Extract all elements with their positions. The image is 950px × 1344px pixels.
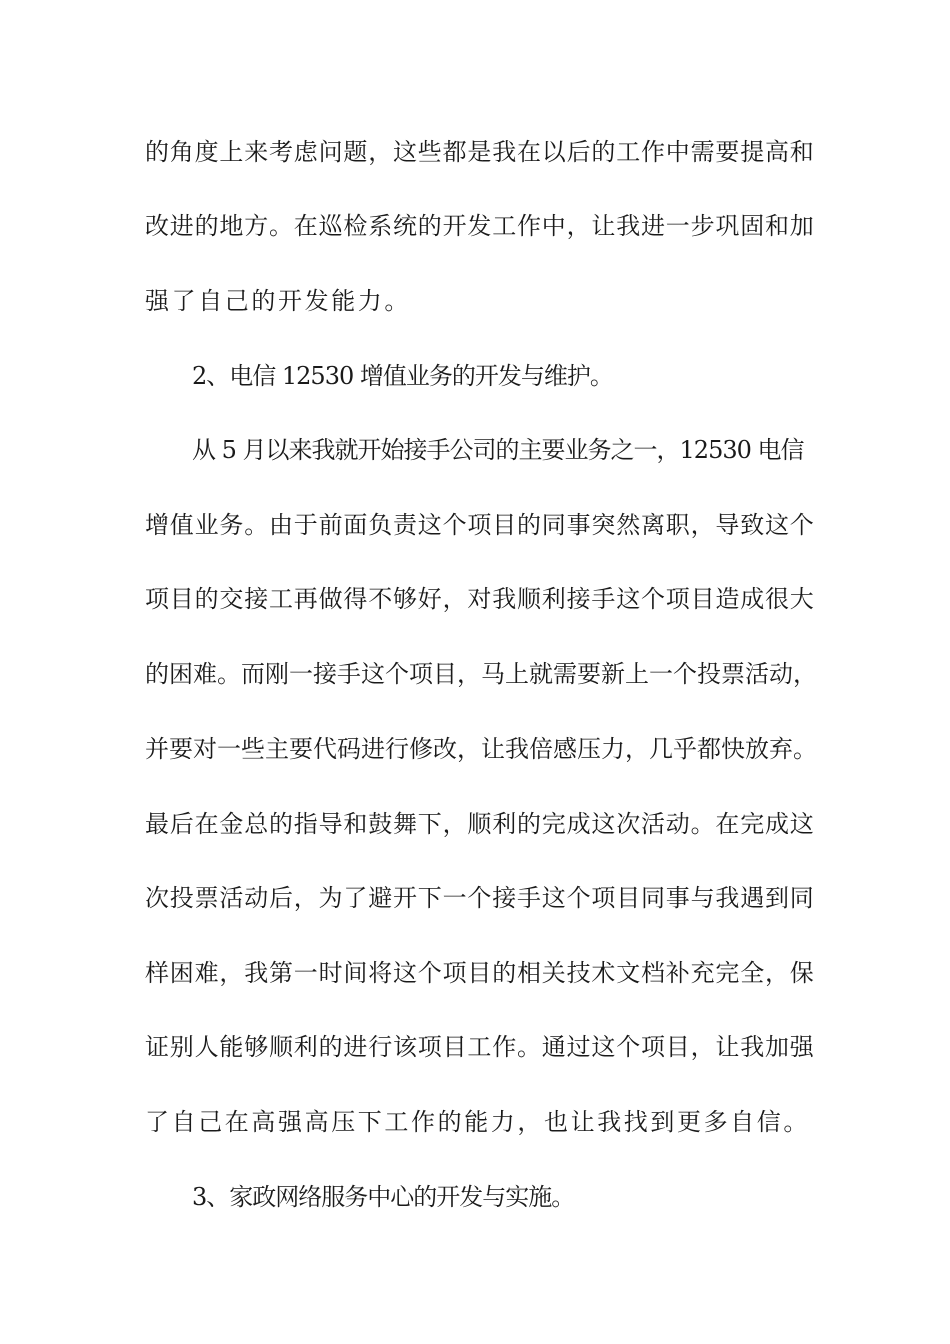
paragraph-line: 项目的交接工再做得不够好，对我顺利接手这个项目造成很大	[145, 585, 815, 613]
paragraph-line: 的角度上来考虑问题，这些都是我在以后的工作中需要提高和	[145, 138, 815, 166]
section-heading: 2、电信 12530 增值业务的开发与维护。	[192, 362, 613, 390]
paragraph-line: 强了自己的开发能力。	[145, 287, 411, 315]
section-heading: 3、家政网络服务中心的开发与实施。	[192, 1183, 575, 1211]
paragraph-line: 增值业务。由于前面负责这个项目的同事突然离职，导致这个	[145, 511, 815, 539]
paragraph-line: 的困难。而刚一接手这个项目，马上就需要新上一个投票活动，	[145, 660, 817, 688]
paragraph-line: 最后在金总的指导和鼓舞下，顺利的完成这次活动。在完成这	[145, 810, 815, 838]
paragraph-line: 从 5 月以来我就开始接手公司的主要业务之一，12530 电信	[192, 436, 804, 464]
paragraph-line: 改进的地方。在巡检系统的开发工作中，让我进一步巩固和加	[145, 212, 815, 240]
paragraph-line: 并要对一些主要代码进行修改，让我倍感压力，几乎都快放弃。	[145, 735, 817, 763]
paragraph-line: 了自己在高强高压下工作的能力，也让我找到更多自信。	[145, 1108, 810, 1136]
paragraph-line: 次投票活动后，为了避开下一个接手这个项目同事与我遇到同	[145, 884, 815, 912]
paragraph-line: 证别人能够顺利的进行该项目工作。通过这个项目，让我加强	[145, 1033, 815, 1061]
paragraph-line: 样困难，我第一时间将这个项目的相关技术文档补充完全，保	[145, 959, 815, 987]
